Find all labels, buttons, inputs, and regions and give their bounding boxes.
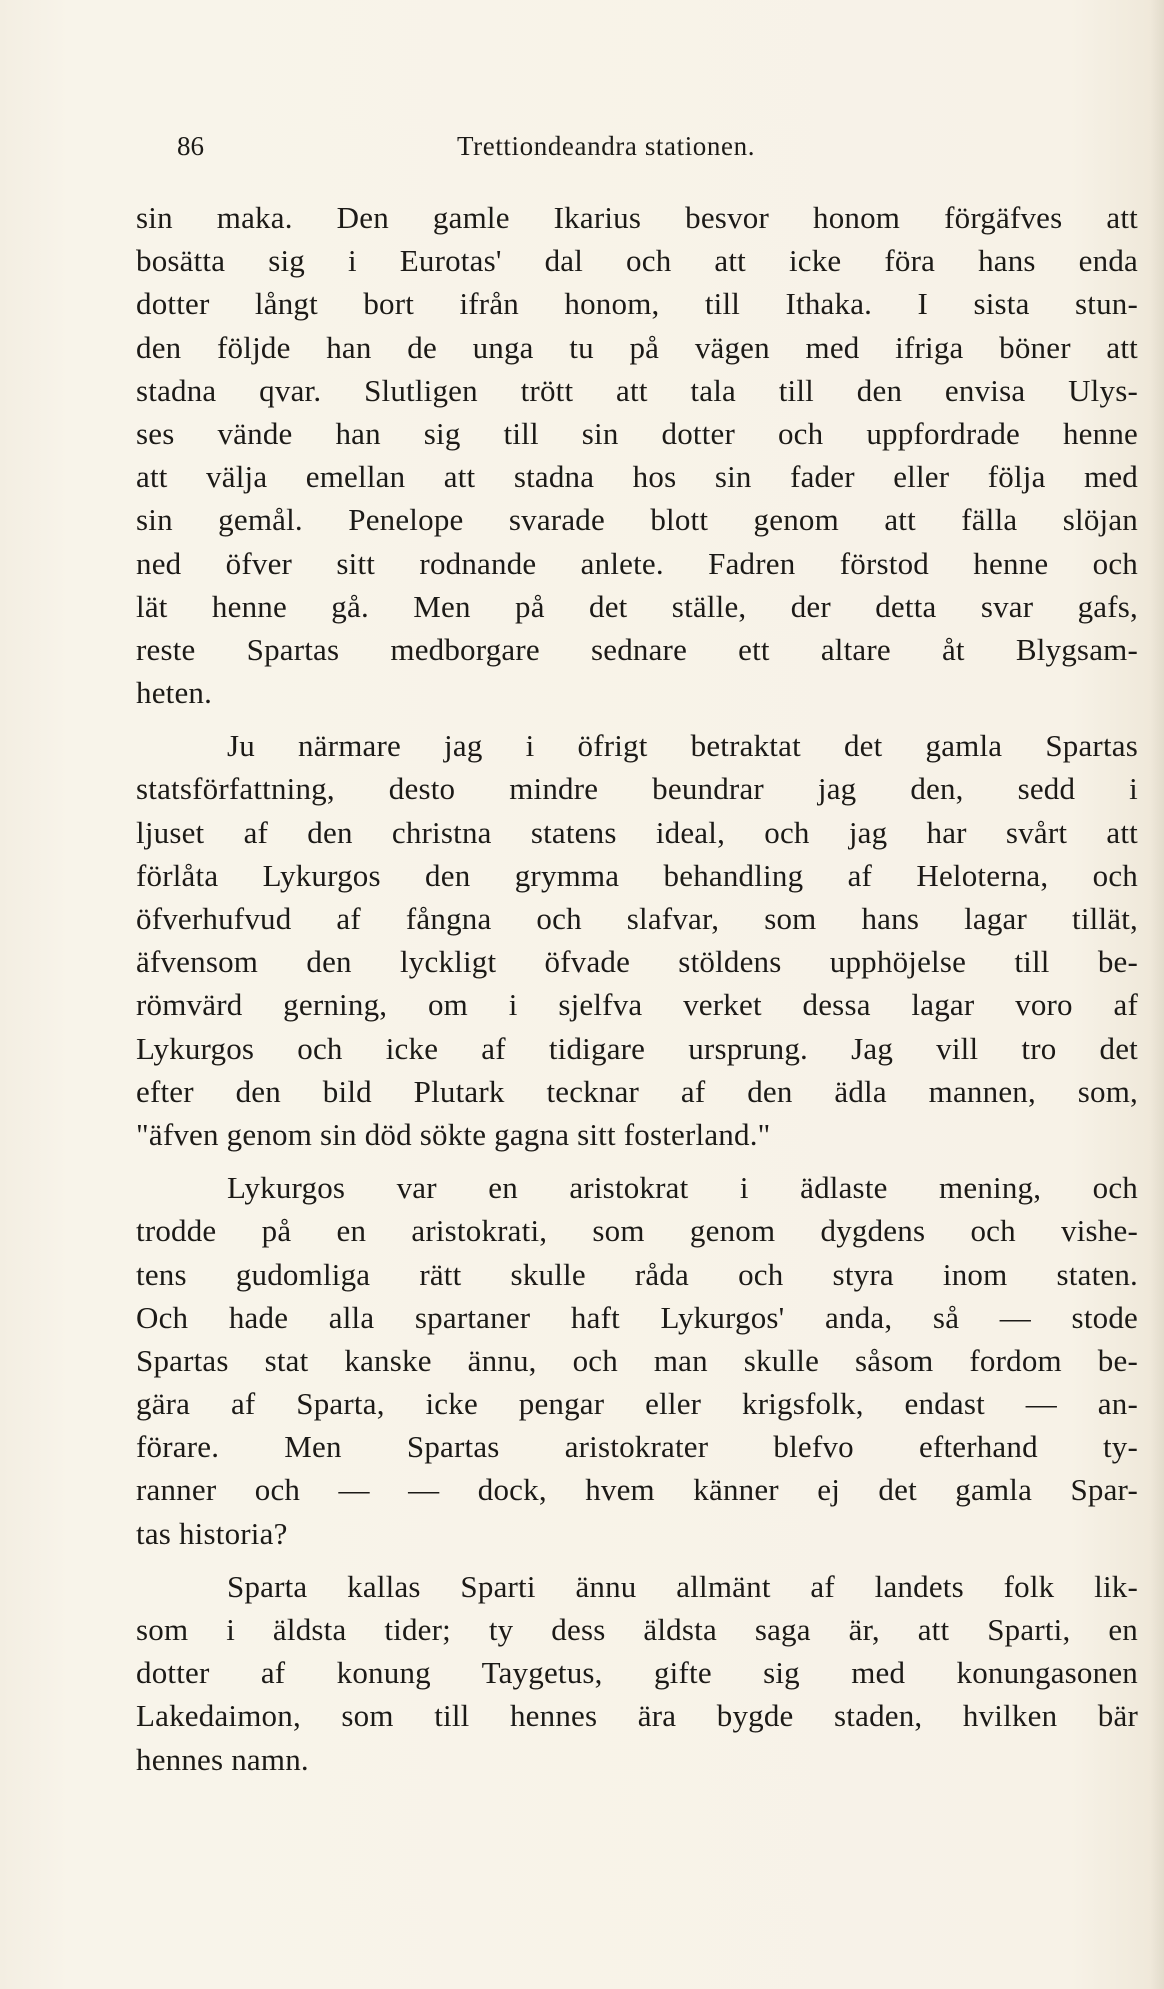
- text-line: "äfven genom sin död sökte gagna sitt fosterland.": [136, 1116, 771, 1152]
- text-line: Och hade alla spartaner haft Lykurgos' anda, så — stode: [136, 1299, 1138, 1335]
- text-line: förlåta Lykurgos den grymma behandling af Heloterna, och: [136, 857, 1138, 893]
- text-line: lät henne gå. Men på det ställe, der detta svar gafs,: [136, 588, 1138, 624]
- text-line: förare. Men Spartas aristokrater blefvo efterhand ty-: [136, 1429, 1138, 1465]
- paragraph-gap: [136, 714, 1138, 724]
- page-number: 86: [177, 131, 204, 161]
- text-line: Lykurgos var en aristokrat i ädlaste mening, och: [227, 1170, 1138, 1206]
- text-line: reste Spartas medborgare sednare ett altare åt Blygsam-: [136, 631, 1138, 667]
- paragraph-4: [136, 1565, 1138, 1781]
- text-line: Ju närmare jag i öfrigt betraktat det gamla Spartas: [227, 728, 1138, 764]
- text-line: tens gudomliga rätt skulle råda och styra inom staten.: [136, 1256, 1138, 1292]
- page-edge-shadow: [1150, 0, 1164, 1989]
- text-line: sin maka. Den gamle Ikarius besvor honom förgäfves att: [136, 200, 1138, 235]
- text-line: öfverhufvud af fångna och slafvar, som hans lagar tillät,: [136, 901, 1138, 936]
- running-title: Trettiondeandra stationen.: [457, 131, 756, 161]
- text-line: Spartas stat kanske ännu, och man skulle såsom fordom be-: [136, 1342, 1138, 1378]
- text-line: Lakedaimon, som till hennes ära bygde staden, hvilken bär: [136, 1698, 1138, 1734]
- text-line: som i äldsta tider; ty dess äldsta saga är, att Sparti, en: [136, 1612, 1138, 1647]
- text-line: römvärd gerning, om i sjelfva verket dessa lagar voro af: [136, 987, 1138, 1023]
- text-line: bosätta sig i Eurotas' dal och att icke föra hans enda: [136, 243, 1138, 279]
- paragraph-2: [136, 724, 1138, 1156]
- text-line: Sparta kallas Sparti ännu allmänt af landets folk lik-: [227, 1568, 1138, 1604]
- text-line: Lykurgos och icke af tidigare ursprung. Jag vill tro det: [136, 1030, 1138, 1066]
- text-line: ses vände han sig till sin dotter och uppfordrade henne: [136, 415, 1138, 451]
- text-line: ranner och — — dock, hvem känner ej det gamla Spar-: [136, 1472, 1138, 1508]
- text-line: statsförfattning, desto mindre beundrar jag den, sedd i: [136, 771, 1138, 807]
- text-line: heten.: [136, 675, 213, 711]
- text-line: sin gemål. Penelope svarade blott genom att fälla slöjan: [136, 502, 1138, 538]
- text-line: stadna qvar. Slutligen trött att tala till den envisa Ulys-: [136, 372, 1138, 408]
- text-line: tas historia?: [136, 1515, 288, 1551]
- text-line: efter den bild Plutark tecknar af den ädla mannen, som,: [136, 1073, 1138, 1109]
- text-line: den följde han de unga tu på vägen med ifriga böner att: [136, 329, 1138, 365]
- text-line: ned öfver sitt rodnande anlete. Fadren förstod henne och: [136, 545, 1138, 581]
- text-line: dotter långt bort ifrån honom, till Ithaka. I sista stun-: [136, 286, 1138, 322]
- paragraph-gap: [136, 1156, 1138, 1166]
- text-line: ljuset af den christna statens ideal, och jag har svårt att: [136, 814, 1138, 850]
- text-line: hennes namn.: [136, 1741, 309, 1777]
- body-text: [136, 196, 1138, 1781]
- paragraph-3: [136, 1166, 1138, 1555]
- text-line: dotter af konung Taygetus, gifte sig med konungasonen: [136, 1655, 1138, 1691]
- text-line: gära af Sparta, icke pengar eller krigsfolk, endast — an-: [136, 1386, 1138, 1422]
- paragraph-gap: [136, 1555, 1138, 1565]
- text-line: att välja emellan att stadna hos sin fader eller följa med: [136, 459, 1138, 495]
- page-header: [177, 126, 847, 166]
- text-line: äfvensom den lyckligt öfvade stöldens upphöjelse till be-: [136, 944, 1138, 980]
- text-line: trodde på en aristokrati, som genom dygdens och vishe-: [136, 1213, 1138, 1249]
- paragraph-1: [136, 196, 1138, 714]
